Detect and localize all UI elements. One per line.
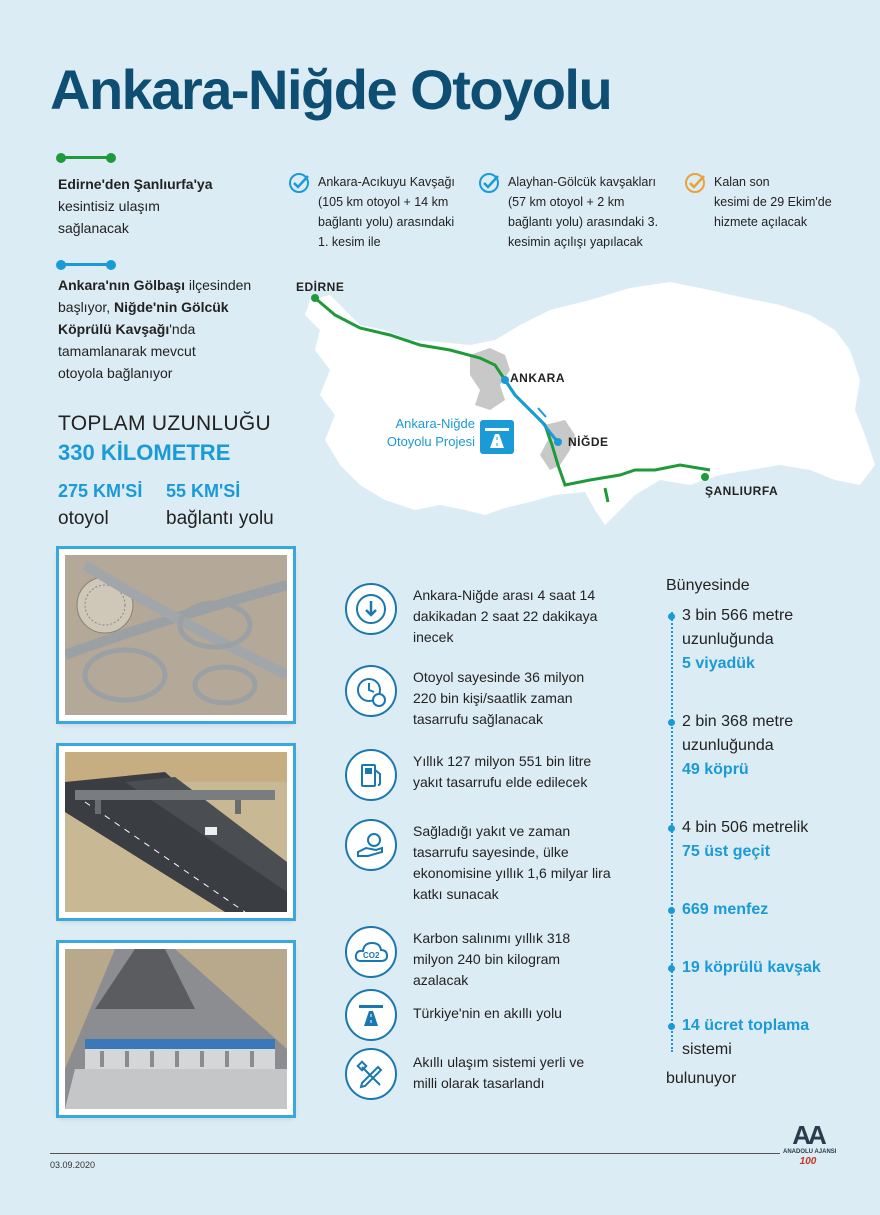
money-hand-icon [345,819,397,871]
feature-fuel-savings [345,749,643,801]
stat-bridges: 2 bin 368 metre uzunluğunda 49 köprü [682,713,794,778]
fuel-pump-icon [345,749,397,801]
stat-dot [668,613,675,620]
stat-overpasses: 4 bin 506 metrelik 75 üst geçit [682,819,809,860]
map-label-edirne: EDİRNE [296,280,345,294]
feature-text: Ankara-Niğde arası 4 saat 14 dakikadan 2 saat 22 dakikaya inecek [413,587,598,645]
map-label-ankara: ANKARA [510,371,565,385]
page-title: Ankara-Niğde Otoyolu [50,58,612,121]
check-text-3: Kalan son kesimi de 29 Ekim'de hizmete açılacak [714,175,832,229]
feature-text: Sağladığı yakıt ve zaman tasarrufu sayesinde, ülke ekonomisine yıllık 1,6 milyar lira katkı sunacak [413,823,611,902]
edirne-dot [311,294,319,302]
map-label-nigde: NİĞDE [568,435,609,449]
design-tools-icon [345,1048,397,1100]
stats-footer: bulunuyor [666,1070,737,1087]
feature-economy [345,819,643,905]
footer-date: 03.09.2020 [50,1160,96,1170]
total-length-value: 330 KİLOMETRE [58,440,231,465]
turkey-map [290,270,880,540]
overpass-image [65,752,287,912]
stat-toll-systems: 14 ücret toplama sistemi [682,1017,810,1058]
aa-logo [783,1120,837,1167]
check-circle-icon [684,172,706,194]
legend-green-text: Edirne'den Şanlıurfa'ya kesintisiz ulaşım sağlanacak [58,176,213,236]
highway-icon [345,989,397,1041]
turkey-shape [305,282,875,525]
feature-carbon [345,926,643,991]
sanliurfa-dot [701,473,709,481]
stat-interchanges: 19 köprülü kavşak [682,959,821,976]
check-circle-icon [288,172,310,194]
co2-cloud-icon [345,926,397,978]
feature-travel-time [345,583,643,648]
svg-text:CO2: CO2 [363,951,380,960]
highway-length-label: otoyol [58,508,109,529]
feature-text: Yıllık 127 milyon 551 bin litre yakıt tasarrufu elde edilecek [413,753,592,790]
photo-toll-plaza [59,943,293,1115]
check-circle-icon [478,172,500,194]
ankara-dot [501,376,509,384]
feature-text: Akıllı ulaşım sistemi yerli ve milli olarak tasarlandı [413,1054,585,1091]
connector-length-value: 55 KM'Sİ [166,481,241,501]
check-item-2 [478,172,658,252]
stat-viaducts: 3 bin 566 metre uzunluğunda 5 viyadük [682,607,794,672]
photo-interchange [59,549,293,721]
connector-length-label: bağlantı yolu [166,508,274,529]
stats-timeline [671,612,673,1052]
clock-money-icon [345,665,397,717]
total-length-label: TOPLAM UZUNLUĞU [58,412,271,435]
aa-logo-text: ANADOLU AJANSI [783,1149,837,1155]
stat-dot [668,1023,675,1030]
nigde-dot [554,438,562,446]
toll-plaza-image [65,949,287,1109]
footer-divider [50,1153,780,1154]
photo-overpass [59,746,293,918]
check-text-1: Ankara-Acıkuyu Kavşağı (105 km otoyol + 14 km bağlantı yolu) arasındaki 1. kesim ile [318,175,455,249]
feature-text: Karbon salınımı yıllık 318 milyon 240 bin kilogram azalacak [413,930,571,988]
interchange-image [65,555,287,715]
stat-culverts: 669 menfez [682,901,769,918]
feature-time-savings [345,665,643,730]
check-text-2: Alayhan-Gölcük kavşakları (57 km otoyol + 2 km bağlantı yolu) arasındaki 3. kesimin açılışı yapılacak [508,175,659,249]
check-item-3 [684,172,832,232]
highway-length-value: 275 KM'Sİ [58,481,143,501]
aa-anniversary: 100 [799,1156,817,1167]
feature-domestic-design [345,1048,643,1100]
stats-header: Bünyesinde [666,577,750,594]
feature-text: Türkiye'nin en akıllı yolu [413,1005,562,1021]
feature-smart-road [345,989,643,1041]
legend-blue-text: Ankara'nın Gölbaşı ilçesinden başlıyor, Niğde'nin Gölcük Köprülü Kavşağı'nda tamamlanarak mevcut otoyola bağlanıyor [58,277,252,381]
stat-dot [668,825,675,832]
stat-dot [668,965,675,972]
time-down-icon [345,583,397,635]
feature-text: Otoyol sayesinde 36 milyon 220 bin kişi/saatlik zaman tasarrufu sağlanacak [413,669,585,727]
stat-dot [668,719,675,726]
aa-logo-mark: AA [792,1120,824,1150]
highway-sign-icon [480,420,514,454]
map-label-sanliurfa: ŞANLIURFA [705,484,779,498]
map-project-label: Ankara-Niğde Otoyolu Projesi [386,416,475,449]
stat-dot [668,907,675,914]
check-item-1 [288,172,455,252]
